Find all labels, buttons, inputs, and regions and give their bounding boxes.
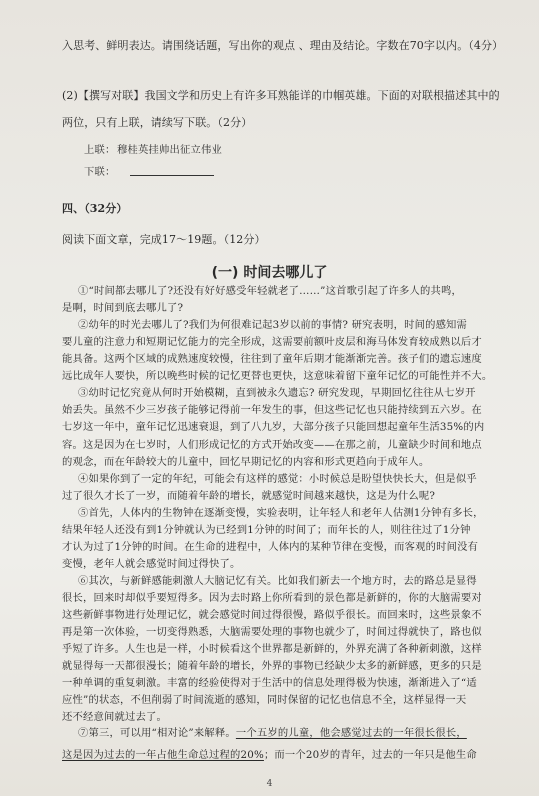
paragraph-7-line-1 [78,728,467,738]
article-line: 结果年轻人还没有到1分钟就认为已经到1分钟的时间了；而年长的人，则往往过了1分钟 [62,523,471,536]
article-line: ⑤首先，人体内的生物钟在逐渐变慢，实验表明，让年轻人和老年人估测1分钟有多长， [78,506,484,519]
article-line: 是啊，时间到底去哪儿了? [62,302,184,315]
article-title: (一) 时间去哪儿了 [211,265,328,281]
article-line: 还不经意间就过去了。 [62,711,167,724]
article-line: 七岁这一年中，童年记忆迅速衰退，到了八九岁，大部分孩子只能回想起童年生活35%的内 [62,421,485,434]
article-line: 才认为过了1分钟的时间。在生命的进程中，人体内的某种节律在变慢，而客观的时间没有 [62,540,479,553]
article-line: 应性”的状态，不但削弱了时间流逝的感知，同时保留的记忆也信息不全，这样显得一天 [62,694,467,707]
article-line: 远比成年人要快，所以晚些时候的记忆更替也更快，这意味着留下童年记忆的可能性并不大。 [62,370,493,383]
article-line: 这些新鲜事物进行处理记忆，就会感觉时间过得很慢，路似乎很长。而回来时，这些景象不 [62,609,482,621]
article-line: ⑥其次，与新鲜感能刺激人大脑记忆有关。比如我们新去一个地方时，去的路总是显得 [78,574,477,587]
article-line: ④如果你到了一定的年纪，可能会有这样的感觉：小时候总是盼望快快长大，但是似乎 [78,472,477,485]
paragraph-7-line-2 [62,750,477,760]
article-line: 一种单调的重复刺激。丰富的经验使得对于生活中的信息处理得极为快速，渐渐进入了“适 [62,677,477,690]
article-line: ①“时间都去哪儿了?还没有好好感受年轻就老了……”这首歌引起了许多人的共鸣， [78,285,463,297]
lower-couplet-blank[interactable] [130,175,214,176]
article-line: 的观念，而在年龄较大的儿童中，回忆早期记忆的内容和形式更趋向于成年人。 [62,455,430,468]
section-heading: 四、（32分） [62,202,128,215]
q2-line-1: (2)【撰写对联】我国文学和历史上有许多耳熟能详的巾帼英雄。下面的对联根描述其中的 [62,89,500,102]
paragraph-7-lead: ⑦第三，可以用“相对论”来解释。 [78,727,236,739]
article-line: 就显得每一天都很漫长；随着年龄的增长，外界的事物已经缺少太多的新鲜感，更多的只是 [62,660,482,673]
top-text-line: 入思考、鲜明表达。请围绕话题，写出你的观点 、理由及结论。字数在70字以内。（4分） [62,39,504,52]
article-line: 始丢失。虽然不少三岁孩子能够记得前一年发生的事，但这些记忆也只能持续到五六岁。在 [62,404,482,417]
q2-line-2: 两位，只有上联，请续写下联。（2分） [62,116,253,129]
article-line: 变慢，老年人就会感觉时间过得快了。 [62,557,241,570]
lower-couplet-label: 下联： [84,166,116,178]
article-line: 再是第一次体验，一切变得熟悉，大脑需要处理的事物也就少了，时间过得就快了，路也似 [62,626,482,638]
article-line: 能具备。这两个区域的成熟速度较慢，往往到了童年后期才能渐渐完善。孩子们的遗忘速度 [62,353,482,366]
article-line: 过了很久才长了一岁，而随着年龄的增长，就感觉时间越来越快，这是为什么呢? [62,489,436,502]
article-line: 容。这是因为在七岁时，人们形成记忆的方式开始改变——在那之前，儿童缺少时间和地点 [62,438,482,451]
upper-couplet-text: 穆桂英挂帅出征立伟业 [117,144,222,156]
article-line: ③幼时记忆究竟从何时开始模糊，直到被永久遗忘? 研究发现，早期回忆往往从七岁开 [78,387,476,400]
article-line: ②幼年的时光去哪儿了?我们为何很难记起3岁以前的事情? 研究表明，时间的感知需 [78,319,468,332]
page-number: 4 [266,779,273,789]
paragraph-7-underlined: 一个五岁的儿童，他会感觉过去的一年很长很长， [235,727,467,739]
article-line: 要儿童的注意力和短期记忆能力的完全形成，这需要前额叶皮层和海马体发育较成熟以后才 [62,336,482,349]
paragraph-7-rest: ；而一个20岁的青年，过去的一年只是他生命 [263,749,477,761]
paragraph-7-underlined-2: 这是因为过去的一年占他生命总过程的20% [62,749,264,761]
article-line: 很长，回来时却似乎要短得多。因为去时路上你所看到的景色都是新鲜的，你的大脑需要对 [62,591,482,604]
reading-instruction: 阅读下面文章，完成17～19题。（12分） [62,233,266,246]
article-line: 乎短了许多。人生也是一样，小时候看这个世界都是新鲜的，外界充满了各种新刺激，这样 [62,643,482,655]
upper-couplet-label: 上联： [84,144,116,156]
